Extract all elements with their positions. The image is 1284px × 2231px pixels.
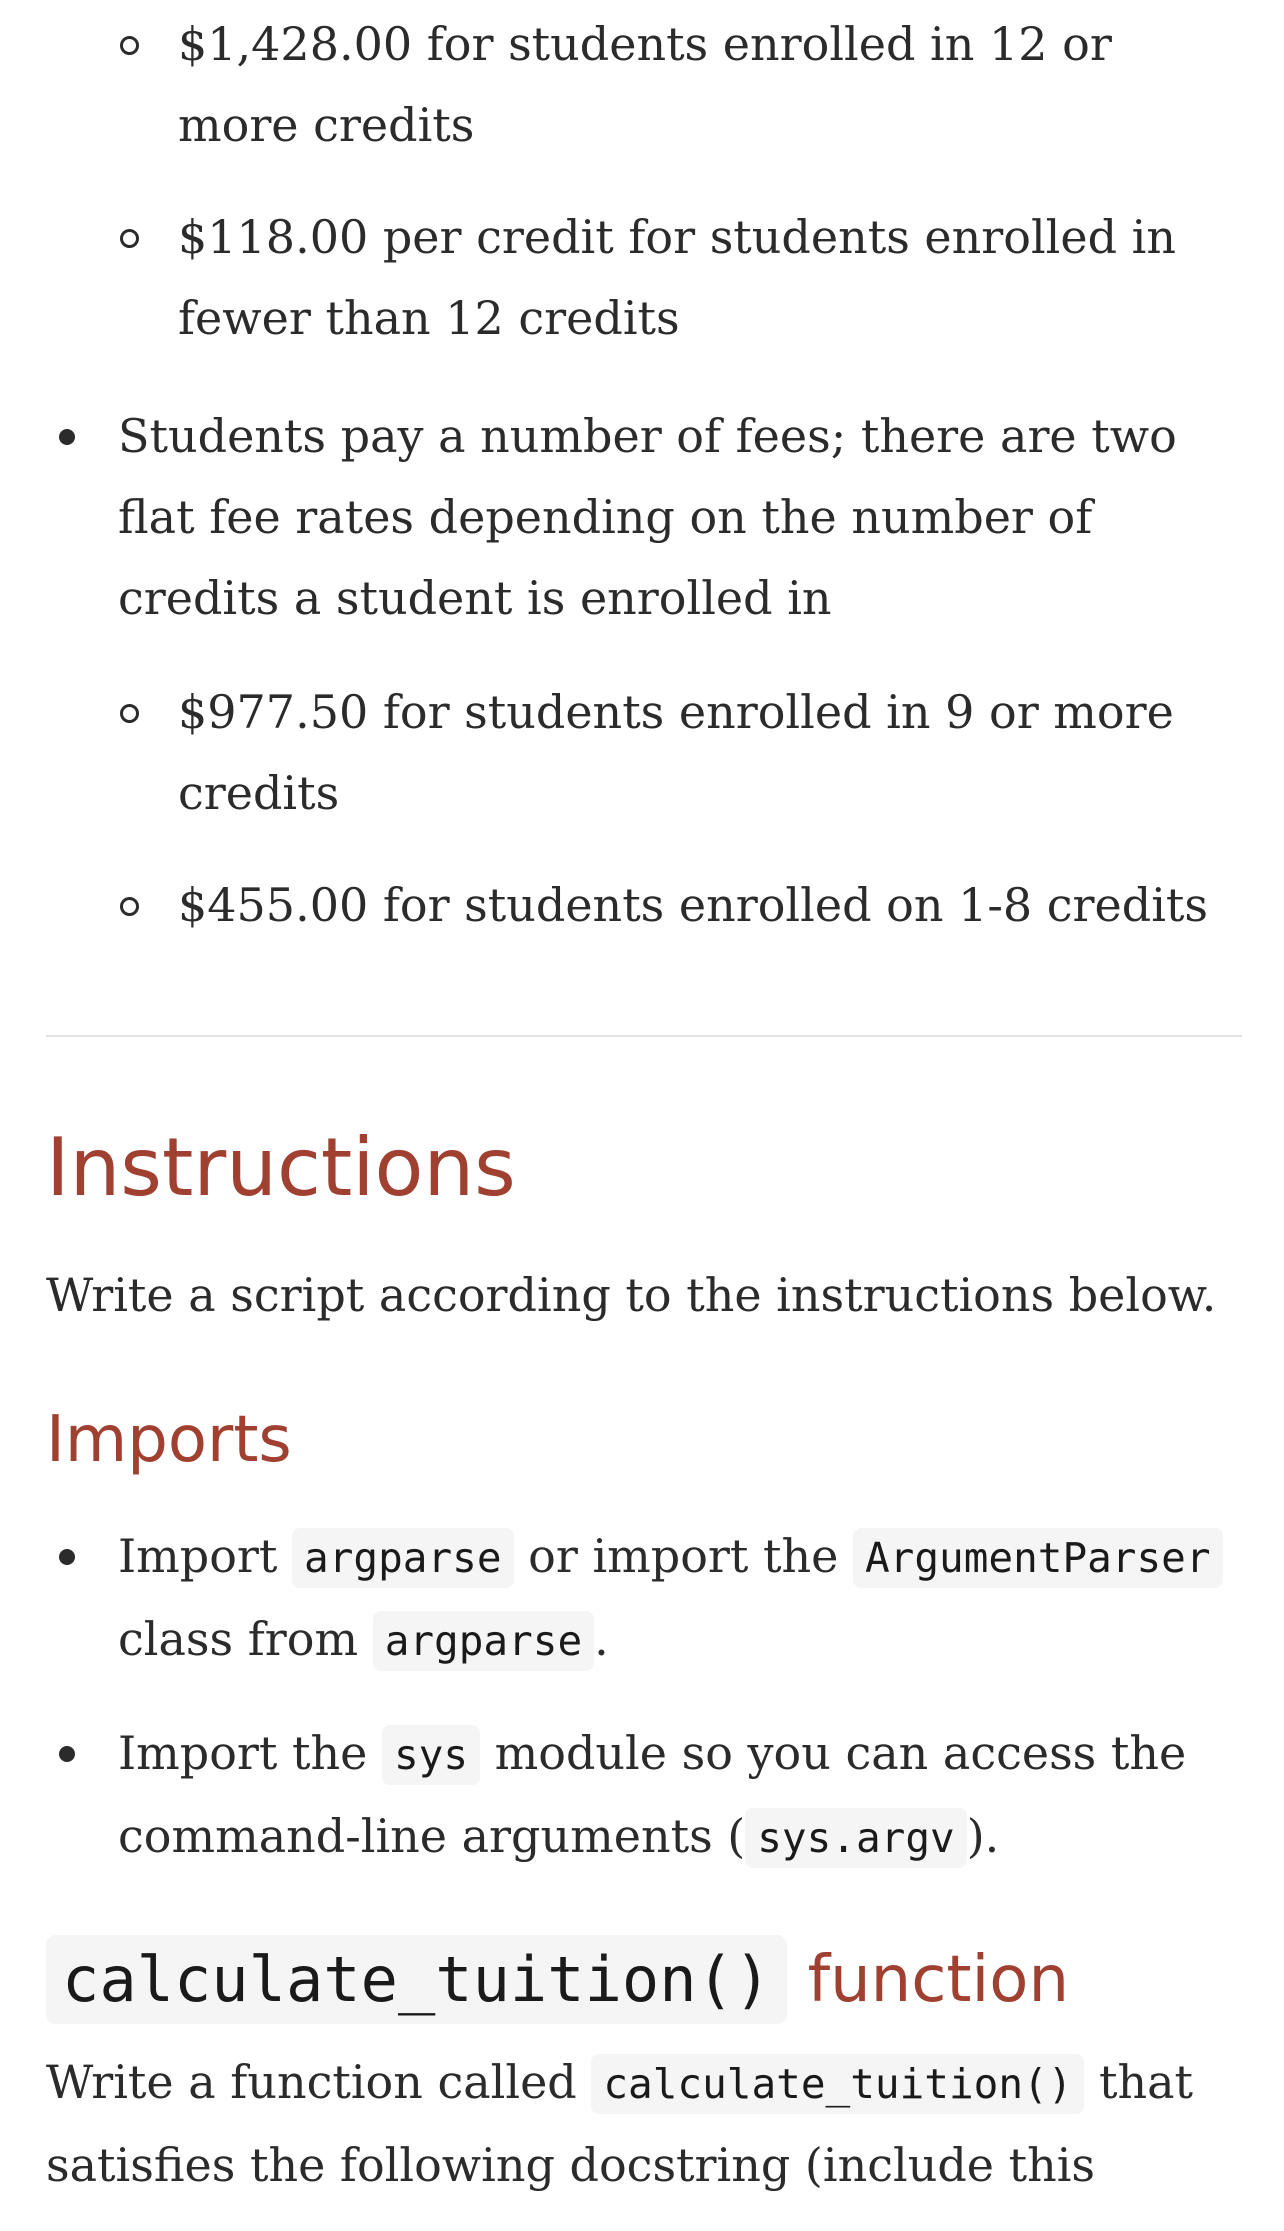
heading-code: calculate_tuition(): [46, 1935, 787, 2024]
list-item-text: .: [594, 1612, 609, 1666]
inline-code: ArgumentParser: [853, 1528, 1223, 1588]
list-item: [46, 4, 1242, 166]
tuition-sublist: [46, 0, 1242, 359]
list-item-text: class from: [118, 1612, 373, 1666]
list-item-text: or import the: [513, 1529, 853, 1583]
list-item: [46, 1713, 1242, 1879]
fees-list: [46, 396, 1242, 639]
calculate-tuition-paragraph: [46, 2042, 1242, 2206]
instructions-heading: Instructions: [46, 1121, 516, 1214]
list-item-text: Students pay a number of fees; there are two flat fee rates depending on the number of credits a student is enrolled in: [118, 409, 1177, 625]
inline-code: argparse: [373, 1611, 594, 1671]
imports-list: [46, 1516, 1242, 1879]
list-item-text: $455.00 for students enrolled on 1-8 credits: [178, 878, 1209, 932]
list-item: [46, 197, 1242, 359]
list-item-text: ).: [966, 1809, 1000, 1863]
list-item-text: $1,428.00 for students enrolled in 12 or more credits: [178, 17, 1112, 152]
list-item-text: $977.50 for students enrolled in 9 or more credits: [178, 685, 1174, 820]
list-item: [46, 865, 1242, 946]
heading-text: function: [807, 1943, 1069, 2017]
circle-bullet-icon: [120, 229, 139, 248]
list-item-text: module so you can access the command-line arguments (: [118, 1726, 1187, 1863]
paragraph-text: Write a function called: [46, 2055, 592, 2109]
calculate-tuition-heading: [46, 1930, 1069, 2030]
disc-bullet-icon: [59, 1746, 75, 1762]
disc-bullet-icon: [59, 1549, 75, 1565]
fees-sublist: [46, 672, 1242, 946]
imports-heading: Imports: [46, 1403, 292, 1477]
inline-code: sys: [382, 1725, 480, 1785]
circle-bullet-icon: [120, 897, 139, 916]
list-item-text: $118.00 per credit for students enrolled in fewer than 12 credits: [178, 210, 1177, 345]
list-item-text: Import: [118, 1529, 293, 1583]
circle-bullet-icon: [120, 704, 139, 723]
list-item: [46, 1516, 1242, 1682]
circle-bullet-icon: [120, 36, 139, 55]
instructions-intro: Write a script according to the instructions below.: [46, 1268, 1217, 1322]
paragraph-text: that satisfies the following docstring (include this: [46, 2055, 1194, 2192]
inline-code: calculate_tuition(): [591, 2054, 1084, 2114]
list-item: [46, 396, 1242, 639]
inline-code: sys.argv: [745, 1808, 966, 1868]
list-item-text: Import the: [118, 1726, 382, 1780]
list-item: [46, 672, 1242, 834]
inline-code: argparse: [292, 1528, 513, 1588]
disc-bullet-icon: [59, 429, 75, 445]
horizontal-divider: [46, 1035, 1242, 1037]
